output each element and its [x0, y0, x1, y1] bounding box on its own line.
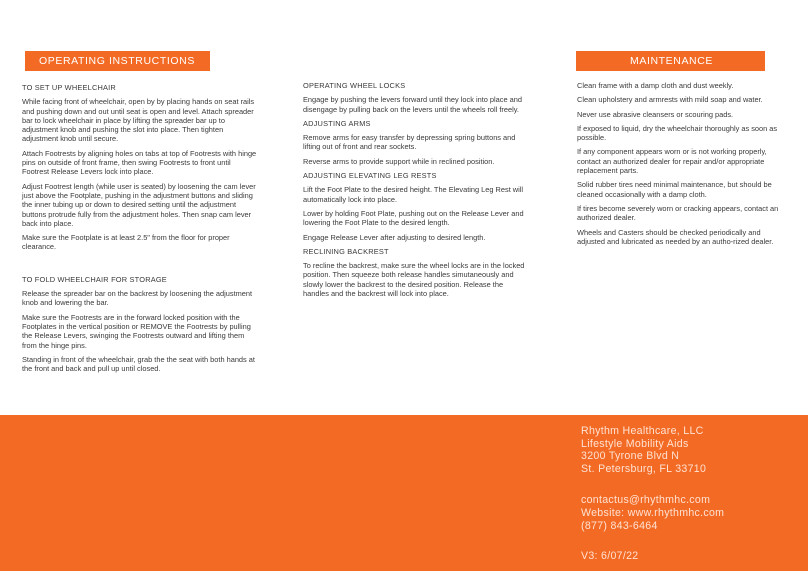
- arms-heading: ADJUSTING ARMS: [303, 118, 371, 128]
- company-name: Rhythm Healthcare, LLC: [581, 425, 704, 437]
- maintenance-paragraph: If tires become severely worn or cracking appears, contact an authorized dealer.: [577, 203, 779, 223]
- maintenance-paragraph: Wheels and Casters should be checked periodically and adjusted and lubricated as needed by an autho-rized dealer.: [577, 227, 774, 246]
- fold-heading: TO FOLD WHEELCHAIR FOR STORAGE: [22, 274, 167, 284]
- fold-paragraph: Standing in front of the wheelchair, grab the the seat with both hands at the front and back and pull up until closed.: [22, 354, 255, 374]
- maintenance-title: MAINTENANCE: [630, 55, 714, 67]
- email-link[interactable]: contactus@rhythmhc.com: [581, 494, 711, 507]
- setup-heading: TO SET UP WHEELCHAIR: [22, 83, 116, 92]
- leg-rest-heading: ADJUSTING ELEVATING LEG RESTS: [303, 171, 437, 181]
- phone-number: (877) 843-6464: [581, 519, 658, 532]
- fold-paragraph: Make sure the Footrests are in the forward locked position with the Footplates in the vertical position or REMOVE the Footrests by pulling the Release Levers, swinging the Footrests outward and lifting them from the hinge pins.: [22, 312, 251, 350]
- maintenance-paragraph: Solid rubber tires need minimal maintenance, but should be cleaned occasionally with a damp cloth.: [577, 180, 772, 199]
- maintenance-paragraph: Clean frame with a damp cloth and dust weekly.: [577, 81, 734, 90]
- operating-instructions-title: OPERATING INSTRUCTIONS: [39, 55, 195, 67]
- website-link[interactable]: Website: www.rhythmhc.com: [581, 506, 725, 519]
- wheel-locks-paragraph: Engage by pushing the levers forward until they lock into place and disengage by pulling back on the levers until the wheels roll freely.: [303, 95, 522, 114]
- arms-paragraph: Reverse arms to provide support while in reclined position.: [303, 156, 495, 166]
- maintenance-paragraph: If exposed to liquid, dry the wheelchair thoroughly as soon as possible.: [577, 123, 778, 143]
- operating-column-middle: [303, 81, 525, 303]
- setup-paragraph: Attach Footrests by aligning holes on tabs at top of Footrests with hinge pins on outside of front frame, then swing Footrests to front until Footrest Release Levers lock into place.: [22, 148, 257, 177]
- setup-paragraph: Make sure the Footplate is at least 2.5" from the floor for proper clearance.: [22, 233, 230, 252]
- contact-block: [581, 425, 724, 563]
- setup-paragraph: Adjust Footrest length (while user is seated) by loosening the cam lever just above the Footplate, pushing in the adjustment buttons and sliding the inner tubing up or down to desired setting until the adjustment buttons protrude fully from the adjustment holes. Then snap cam lever back into place.: [22, 181, 256, 228]
- maintenance-column: [577, 81, 789, 251]
- backrest-paragraph: To recline the backrest, make sure the wheel locks are in the locked position. Then squeeze both release handles simutaneously and slowly lower the backrest to the desired position. Release the handles and the backrest will lock into place.: [303, 261, 525, 299]
- wheel-locks-heading: OPERATING WHEEL LOCKS: [303, 81, 406, 90]
- setup-paragraph: While facing front of wheelchair, open by by placing hands on seat rails and pushing down and out until seat is open and level. Attach spreader bar to lock wheelchair in place by lifting the spreader bar up to adjustment knob and pushing the slot into place. Then tighten adjustment knob until secure.: [22, 97, 255, 144]
- arms-paragraph: Remove arms for easy transfer by depressing spring buttons and lifting out of front and rear sockets.: [303, 133, 516, 152]
- backrest-heading: RECLINING BACKREST: [303, 246, 389, 256]
- leg-rest-paragraph: Engage Release Lever after adjusting to desired length.: [303, 232, 486, 242]
- leg-rest-paragraph: Lower by holding Foot Plate, pushing out on the Release Lever and lowering the Foot Plate to the desired length.: [303, 208, 524, 228]
- operating-instructions-banner: [25, 51, 210, 71]
- leg-rest-paragraph: Lift the Foot Plate to the desired height. The Elevating Leg Rest will automatically lock into place.: [303, 185, 524, 204]
- company-division: Lifestyle Mobility Aids: [581, 437, 689, 450]
- maintenance-paragraph: Clean upholstery and armrests with mild soap and water.: [577, 95, 763, 105]
- maintenance-paragraph: If any component appears worn or is not working properly, contact an authorized dealer for repair and/or appropriate replacement parts.: [577, 147, 767, 176]
- maintenance-paragraph: Never use abrasive cleansers or scouring pads.: [577, 109, 734, 119]
- maintenance-banner: [576, 51, 765, 71]
- street-address: 3200 Tyrone Blvd N: [581, 450, 680, 463]
- city-address: St. Petersburg, FL 33710: [581, 462, 707, 475]
- fold-paragraph: Release the spreader bar on the backrest by loosening the adjustment knob and lowering the bar.: [22, 289, 253, 308]
- operating-column-left: [22, 83, 258, 378]
- version-label: V3: 6/07/22: [581, 550, 639, 563]
